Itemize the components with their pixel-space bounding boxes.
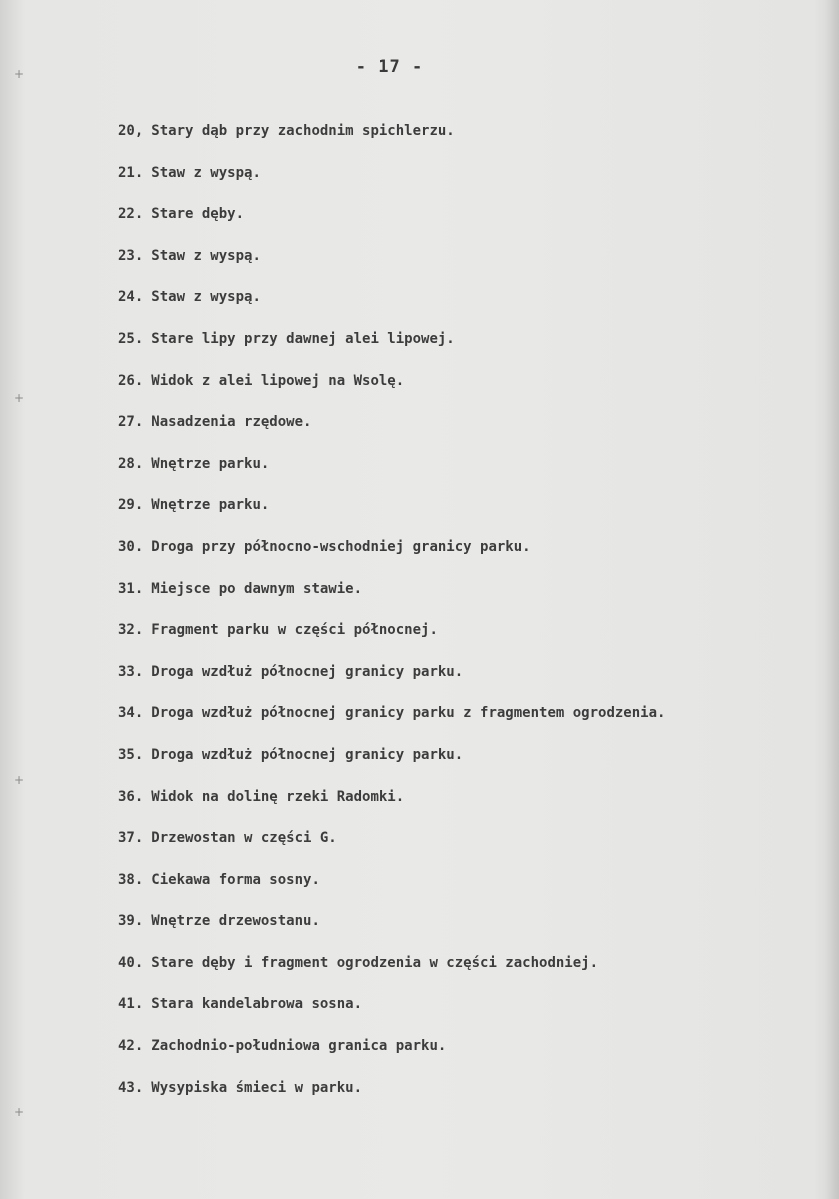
list-item [118, 989, 665, 1031]
list-item [118, 1073, 665, 1115]
list-item [118, 865, 665, 907]
item-number: 27. [118, 414, 144, 431]
item-text: Droga wzdłuż północnej granicy parku. [151, 746, 464, 763]
item-text: Zachodnio-południowa granica parku. [151, 1038, 447, 1055]
item-text: Miejsce po dawnym stawie. [151, 580, 363, 597]
list-item [118, 366, 665, 408]
list-item [118, 490, 665, 532]
item-number: 38. [118, 871, 144, 888]
list-item [118, 782, 665, 824]
item-number: 34. [118, 705, 144, 722]
list-item [118, 615, 665, 657]
item-number: 39. [118, 913, 144, 930]
item-text: Stare dęby i fragment ogrodzenia w części zachodniej. [151, 954, 599, 971]
item-text: Stara kandelabrowa sosna. [151, 996, 363, 1013]
list-item [118, 158, 665, 200]
list-item [118, 574, 665, 616]
item-number: 37. [118, 830, 144, 847]
item-number: 23. [118, 247, 144, 264]
item-number: 25. [118, 330, 144, 347]
item-number: 40. [118, 954, 144, 971]
item-text: Wysypiska śmieci w parku. [151, 1079, 363, 1096]
list-item [118, 532, 665, 574]
punch-hole-mark: + [14, 67, 25, 81]
list-item [118, 906, 665, 948]
item-number: 41. [118, 996, 144, 1013]
item-text: Wnętrze parku. [151, 455, 270, 472]
item-text: Fragment parku w części północnej. [151, 622, 438, 639]
item-number: 21. [118, 164, 144, 181]
list-item [118, 740, 665, 782]
list-item [118, 1031, 665, 1073]
item-text: Widok na dolinę rzeki Radomki. [151, 788, 405, 805]
list-item [118, 449, 665, 491]
item-text: Wnętrze drzewostanu. [151, 913, 320, 930]
item-number: 36. [118, 788, 144, 805]
punch-hole-mark: + [14, 773, 25, 787]
item-text: Staw z wyspą. [151, 247, 261, 264]
list-item [118, 657, 665, 699]
item-number: 32. [118, 622, 144, 639]
item-text: Staw z wyspą. [151, 289, 261, 306]
list-item [118, 823, 665, 865]
item-text: Stare lipy przy dawnej alei lipowej. [151, 330, 455, 347]
item-text: Ciekawa forma sosny. [151, 871, 320, 888]
list-item [118, 948, 665, 990]
item-number: 26. [118, 372, 144, 389]
item-text: Droga wzdłuż północnej granicy parku z fragmentem ogrodzenia. [151, 705, 666, 722]
list-item [118, 282, 665, 324]
item-number: 29. [118, 497, 144, 514]
item-text: Nasadzenia rzędowe. [151, 414, 312, 431]
list-item [118, 241, 665, 283]
item-number: 22. [118, 206, 144, 223]
list-item [118, 324, 665, 366]
page-number: - 17 - [355, 57, 424, 77]
item-text: Staw z wyspą. [151, 164, 261, 181]
photo-caption-list [118, 116, 665, 1114]
item-text: Widok z alei lipowej na Wsolę. [151, 372, 405, 389]
item-number: 20, [118, 123, 144, 139]
list-item [118, 199, 665, 241]
list-item [118, 407, 665, 449]
item-text: Stary dąb przy zachodnim spichlerzu. [151, 123, 455, 139]
item-number: 31. [118, 580, 144, 597]
list-item [118, 698, 665, 740]
item-number: 28. [118, 455, 144, 472]
item-text: Droga wzdłuż północnej granicy parku. [151, 663, 464, 680]
list-item [118, 116, 665, 158]
item-text: Drzewostan w części G. [151, 830, 337, 847]
item-number: 42. [118, 1038, 144, 1055]
item-number: 35. [118, 746, 144, 763]
item-text: Wnętrze parku. [151, 497, 270, 514]
punch-hole-mark: + [14, 1105, 25, 1119]
item-number: 43. [118, 1079, 144, 1096]
page-edge-shadow [825, 0, 839, 1199]
item-text: Droga przy północno-wschodniej granicy parku. [151, 538, 531, 555]
item-text: Stare dęby. [151, 206, 245, 223]
item-number: 30. [118, 538, 144, 555]
item-number: 33. [118, 663, 144, 680]
punch-hole-mark: + [14, 391, 25, 405]
item-number: 24. [118, 289, 144, 306]
